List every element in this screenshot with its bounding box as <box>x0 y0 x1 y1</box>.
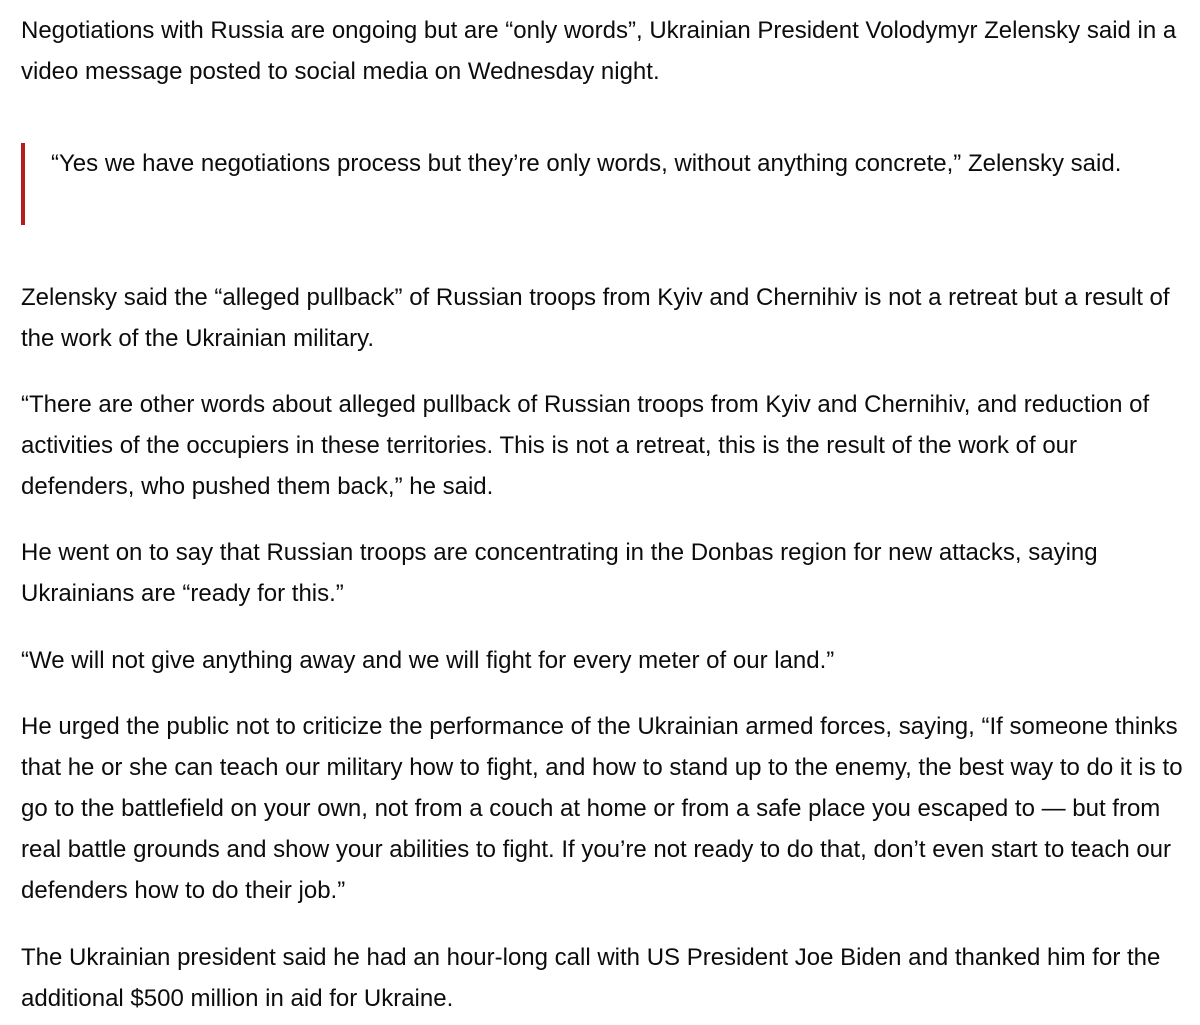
paragraph-biden-call: The Ukrainian president said he had an hour-long call with US President Joe Biden and thanked him for the additional $500 million in aid for Ukraine. <box>21 944 1161 1012</box>
paragraph-pullback: Zelensky said the “alleged pullback” of Russian troops from Kyiv and Chernihiv is not a retreat but a result of the work of the Ukrainian military. <box>21 284 1170 352</box>
paragraph-intro: Negotiations with Russia are ongoing but are “only words”, Ukrainian President Volodymyr Zelensky said in a video message posted to social media on Wednesday night. <box>21 17 1177 85</box>
pull-quote-text: “Yes we have negotiations process but they’re only words, without anything concrete,” Zelensky said. <box>51 150 1122 177</box>
paragraph-fight-quote: “We will not give anything away and we will fight for every meter of our land.” <box>21 647 835 674</box>
paragraph-defenders-quote: “There are other words about alleged pullback of Russian troops from Kyiv and Chernihiv, and reduction of activities of the occupiers in these territories. This is not a retreat, this is the result of the work of our defenders, who pushed them back,” he said. <box>21 391 1150 500</box>
quote-accent-bar <box>21 143 25 225</box>
pull-quote <box>21 143 1191 225</box>
paragraph-criticism: He urged the public not to criticize the performance of the Ukrainian armed forces, saying, “If someone thinks that he or she can teach our military how to fight, and how to stand up to the enemy, the best way to do it is to go to the battlefield on your own, not from a couch at home or from a safe place you escaped to — but from real battle grounds and show your abilities to fight. If you’re not ready to do that, don’t even start to teach our defenders how to do their job.” <box>21 713 1183 904</box>
paragraph-donbas: He went on to say that Russian troops are concentrating in the Donbas region for new attacks, saying Ukrainians are “ready for this.” <box>21 539 1098 607</box>
